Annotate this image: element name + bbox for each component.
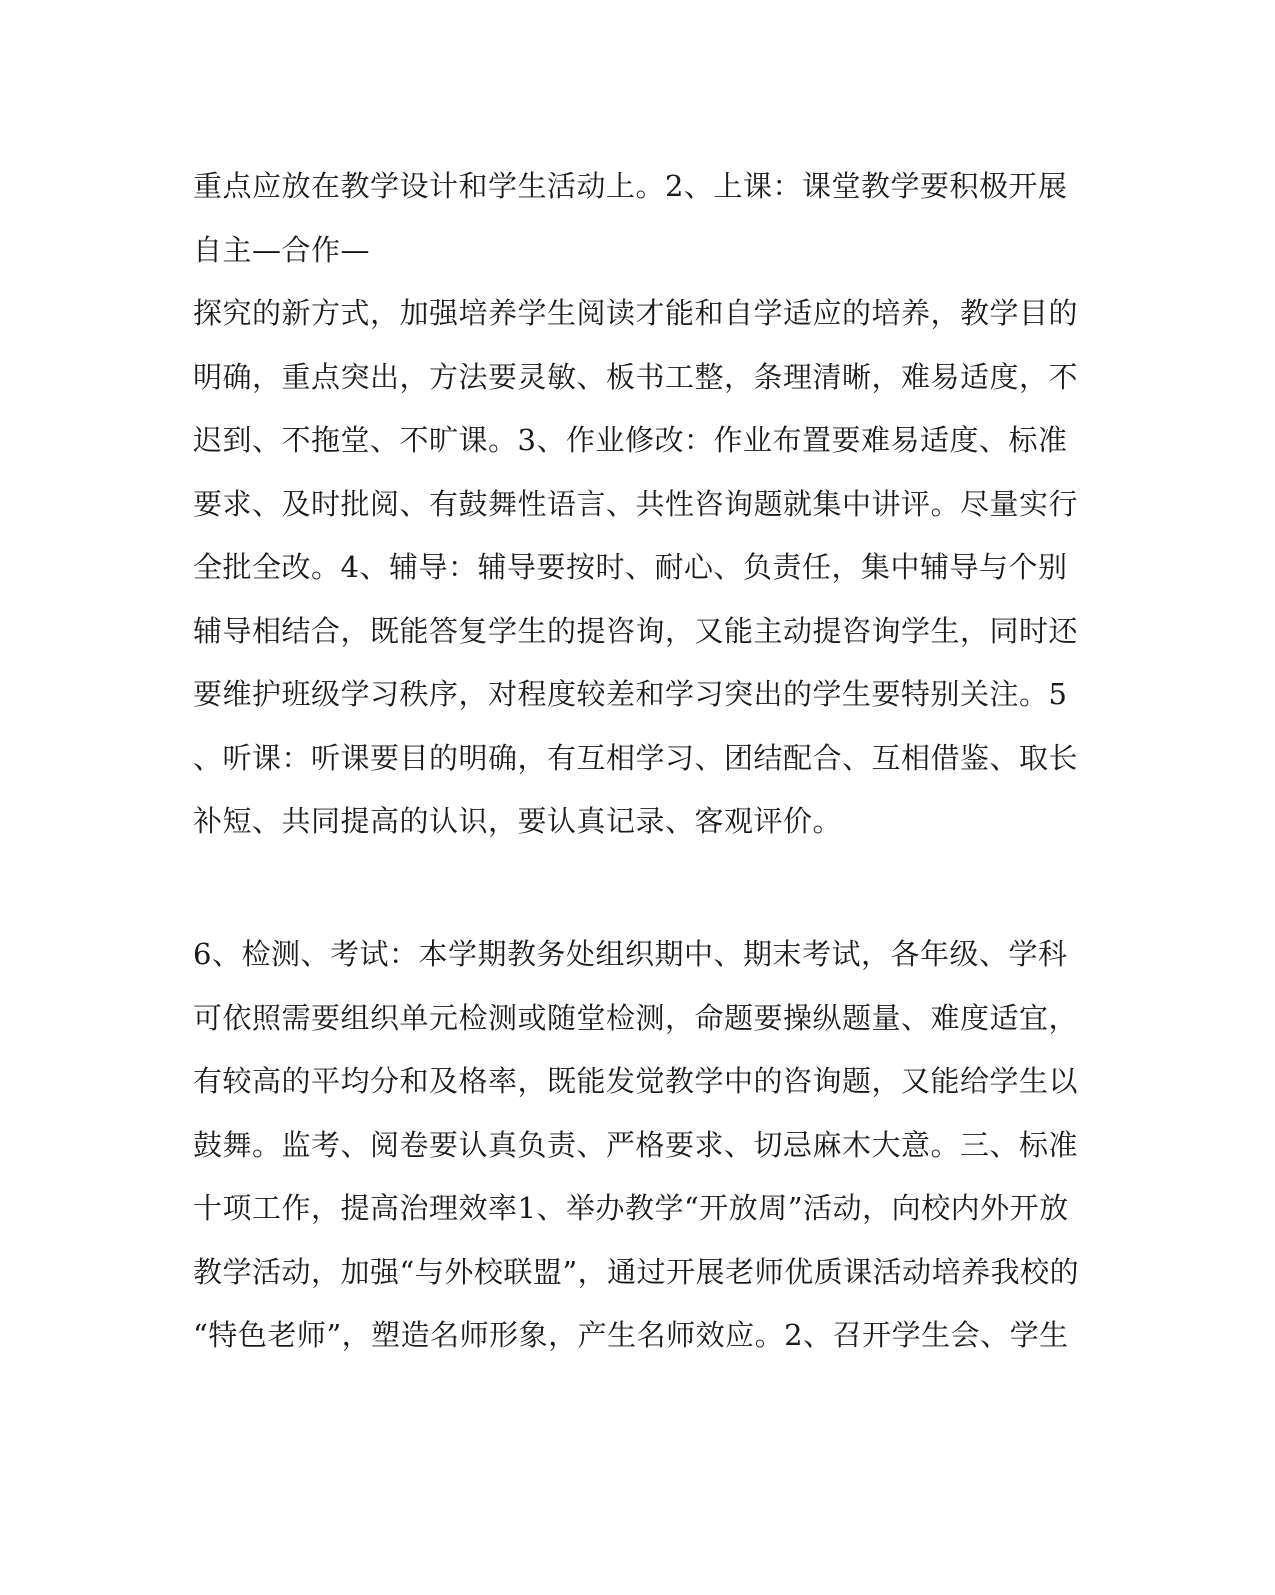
text-line: 全批全改。4、辅导：辅导要按时、耐心、负责任，集中辅导与个别 bbox=[193, 550, 1068, 584]
text-line: 自主—合作— bbox=[193, 232, 371, 267]
text-line: 6、检测、考试：本学期教务处组织期中、期末考试，各年级、学科 bbox=[193, 937, 1068, 971]
text-line: 探究的新方式，加强培养学生阅读才能和自学适应的培养，教学目的 bbox=[193, 296, 1079, 330]
text-line: 鼓舞。监考、阅卷要认真负责、严格要求、切忌麻木大意。三、标准 bbox=[193, 1127, 1079, 1162]
text-line: 补短、共同提高的认识，要认真记录、客观评价。 bbox=[193, 804, 843, 838]
text-line: 明确，重点突出，方法要灵敏、板书工整，条理清晰，难易适度，不 bbox=[193, 359, 1079, 394]
text-line: 教学活动，加强“与外校联盟”，通过开展老师优质课活动培养我校的 bbox=[193, 1254, 1080, 1289]
paragraph-2 bbox=[193, 923, 1080, 1368]
text-line: 迟到、不拖堂、不旷课。3、作业修改：作业布置要难易适度、标准 bbox=[193, 423, 1068, 457]
text-line: 要维护班级学习秩序，对程度较差和学习突出的学生要特别关注。5 bbox=[193, 677, 1068, 711]
text-line: 可依照需要组织单元检测或随堂检测，命题要操纵题量、难度适宜， bbox=[193, 1000, 1079, 1035]
text-line: 辅导相结合，既能答复学生的提咨询，又能主动提咨询学生，同时还 bbox=[193, 613, 1079, 648]
text-line: 要求、及时批阅、有鼓舞性语言、共性咨询题就集中讲评。尽量实行 bbox=[193, 486, 1079, 521]
paragraph-1 bbox=[193, 155, 1079, 854]
text-line: “特色老师”，塑造名师形象，产生名师效应。2、召开学生会、学生 bbox=[193, 1318, 1069, 1352]
text-line: 十项工作，提高治理效率1、举办教学“开放周”活动，向校内外开放 bbox=[193, 1191, 1069, 1225]
text-line: 、听课：听课要目的明确，有互相学习、团结配合、互相借鉴、取长 bbox=[193, 740, 1079, 775]
text-line: 重点应放在教学设计和学生活动上。2、上课：课堂教学要积极开展 bbox=[193, 169, 1068, 203]
text-line: 有较高的平均分和及格率，既能发觉教学中的咨询题，又能给学生以 bbox=[193, 1064, 1079, 1098]
